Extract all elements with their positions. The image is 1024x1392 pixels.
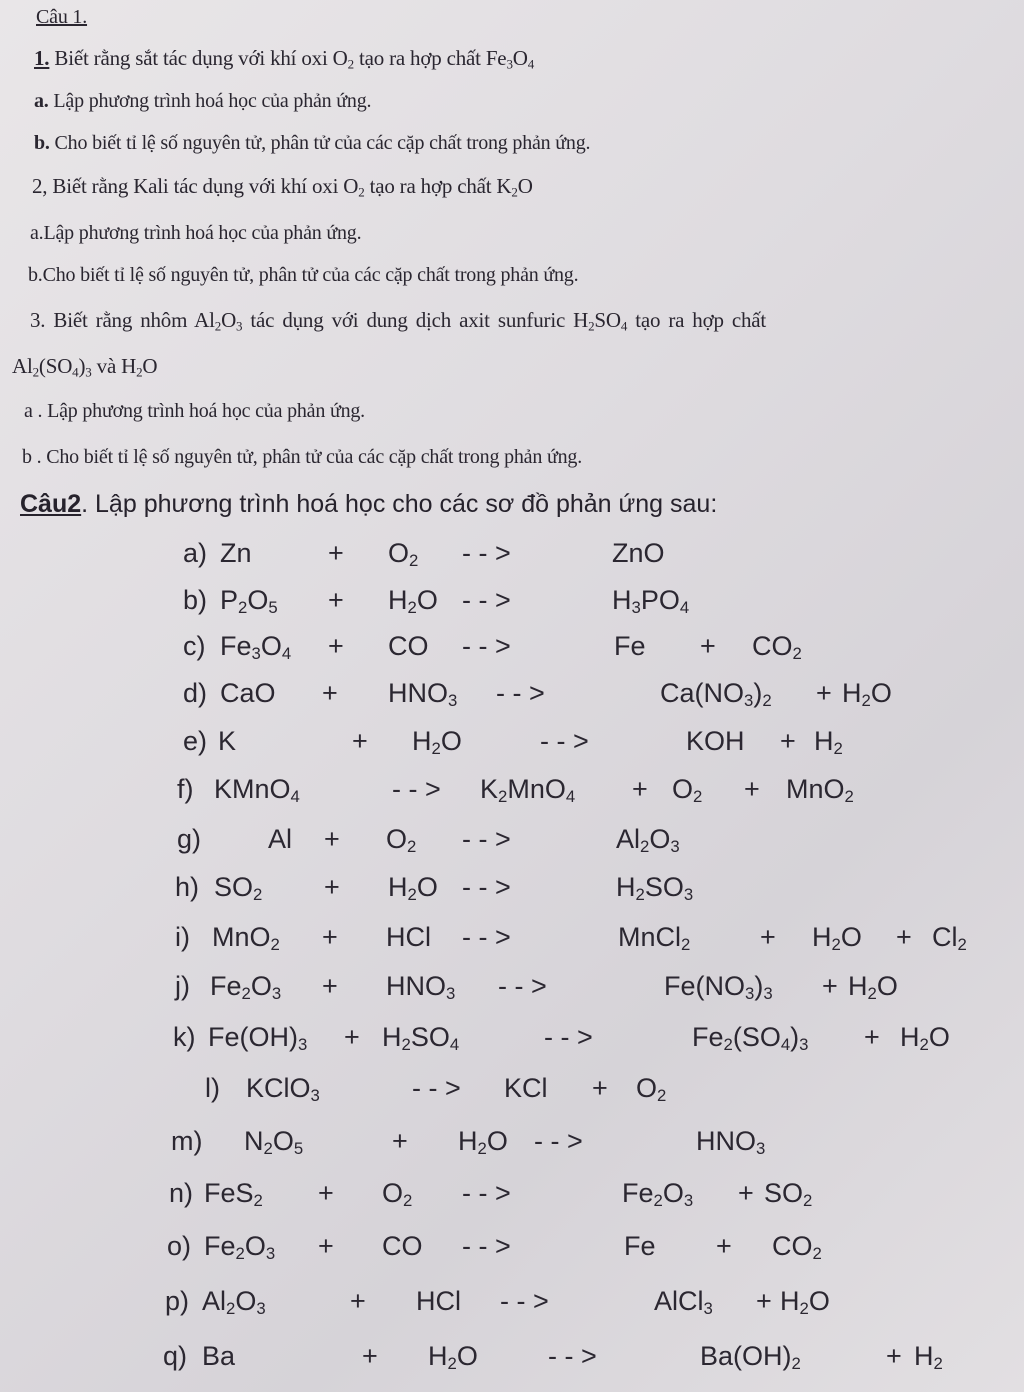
equation-p1: +: [328, 585, 344, 615]
equation-pr1: $Fe_2(SO_4)_3$: [692, 1022, 809, 1055]
equation-r2: CO: [382, 1231, 423, 1261]
equation-pr2: $H_2O$: [780, 1286, 830, 1319]
cau1-line-2-text: Lập phương trình hoá học của phản ứng.: [48, 90, 372, 112]
equation-pr1: $K_2MnO_4$: [480, 774, 576, 807]
equation-r2: CO: [388, 631, 429, 661]
equation-pr1: ZnO: [612, 538, 665, 568]
equation-r1: $Fe_2O_3$: [210, 971, 282, 1004]
equation-r2: $H_2O$: [388, 872, 438, 905]
equation-row: [0, 824, 1024, 864]
equation-r1: Zn: [220, 538, 252, 568]
equation-pr1: $H_2SO_3$: [616, 872, 694, 905]
equation-r1: CaO: [220, 678, 276, 708]
equation-r2: $O_2$: [382, 1178, 413, 1211]
equation-label: f): [177, 774, 194, 804]
equation-p2: +: [816, 678, 832, 708]
equation-label: i): [175, 922, 190, 952]
equation-pr1: $Ba(OH)_2$: [700, 1341, 801, 1374]
equation-row: [0, 774, 1024, 814]
equation-p2: +: [760, 922, 776, 952]
equation-p1: +: [322, 922, 338, 952]
equation-label: c): [183, 631, 206, 661]
equation-pr2: $O_2$: [636, 1073, 667, 1106]
equation-arrow: - - >: [462, 922, 511, 952]
equation-pr2: $CO_2$: [752, 631, 802, 664]
equation-pr1: $HNO_3$: [696, 1126, 766, 1159]
equation-arrow: - - >: [462, 1231, 511, 1261]
equation-row: [0, 1073, 1024, 1113]
equation-r1: MnO$_2$: [212, 922, 280, 955]
equation-pr1: $Fe_2O_3$: [622, 1178, 694, 1211]
equation-row: [0, 726, 1024, 766]
equation-p2: +: [780, 726, 796, 756]
equation-arrow: - - >: [534, 1126, 583, 1156]
equation-pr3: MnO$_2$: [786, 774, 854, 807]
equation-r1: FeS$_2$: [204, 1178, 263, 1211]
equation-pr2: $H_2$: [914, 1341, 943, 1374]
equation-arrow: - - >: [462, 585, 511, 615]
equation-arrow: - - >: [392, 774, 441, 804]
equation-label: q): [163, 1341, 188, 1371]
equation-p1: +: [362, 1341, 378, 1371]
cau1-line-6: b.Cho biết tỉ lệ số nguyên tử, phân tử của các cặp chất trong phản ứng.: [28, 264, 579, 286]
equation-p1: +: [318, 1178, 334, 1208]
cau1-line-5: a.Lập phương trình hoá học của phản ứng.: [30, 222, 362, 244]
equation-p1: +: [350, 1286, 366, 1316]
equation-pr1: Fe: [624, 1231, 656, 1261]
equation-arrow: - - >: [500, 1286, 549, 1316]
equation-row: [0, 1341, 1024, 1381]
equation-pr2: $CO_2$: [772, 1231, 822, 1264]
cau1-line-2-num: a.: [34, 90, 49, 112]
equation-r1: K: [218, 726, 237, 756]
equation-arrow: - - >: [496, 678, 545, 708]
equation-arrow: - - >: [462, 824, 511, 854]
equation-arrow: - - >: [462, 1178, 511, 1208]
equation-label: l): [205, 1073, 220, 1103]
cau2-label: Câu2: [20, 490, 82, 518]
equation-pr3: $Cl_2$: [932, 922, 967, 955]
equation-pr1: $Fe(NO_3)_3$: [664, 971, 773, 1004]
equation-r1: $Fe_2O_3$: [204, 1231, 276, 1264]
equation-r1: $SO_2$: [214, 872, 263, 905]
equation-p2: +: [632, 774, 648, 804]
equation-pr2: $H_2O$: [900, 1022, 950, 1055]
equation-p1: +: [392, 1126, 408, 1156]
equation-label: j): [175, 971, 190, 1001]
cau1-line-4: 2, Biết rằng Kali tác dụng với khí oxi $O_2$ tạo ra hợp chất $K_2O$: [32, 174, 533, 200]
equation-row: [0, 1286, 1024, 1326]
equation-arrow: - - >: [462, 872, 511, 902]
equation-pr1: $Ca(NO_3)_2$: [660, 678, 772, 711]
equation-arrow: - - >: [548, 1341, 597, 1371]
equation-arrow: - - >: [498, 971, 547, 1001]
equation-label: o): [167, 1231, 192, 1261]
equation-row: [0, 971, 1024, 1011]
equation-label: e): [183, 726, 208, 756]
cau1-line-9: a . Lập phương trình hoá học của phản ứng.: [24, 400, 365, 422]
equation-p3: +: [744, 774, 760, 804]
equation-label: k): [173, 1022, 196, 1052]
equation-r2: $H_2O$: [412, 726, 462, 759]
equation-p1: +: [322, 678, 338, 708]
cau1-line-2: [34, 90, 371, 113]
cau1-line-3: [34, 132, 590, 155]
cau1-line-1-num: 1.: [34, 46, 50, 70]
equation-arrow: - - >: [540, 726, 589, 756]
equation-label: b): [183, 585, 208, 615]
equation-r1: $Fe_3O_4$: [220, 631, 292, 664]
equation-pr2: $SO_2$: [764, 1178, 813, 1211]
equation-pr1: MnCl$_2$: [618, 922, 691, 955]
equation-r1: $Al_2O_3$: [202, 1286, 266, 1319]
equation-p1: +: [318, 1231, 334, 1261]
equation-r2: $H_2O$: [388, 585, 438, 618]
cau2-title-text: . Lập phương trình hoá học cho các sơ đồ phản ứng sau:: [81, 490, 718, 518]
equation-r2: $O_2$: [386, 824, 417, 857]
equation-row: [0, 678, 1024, 718]
equation-label: g): [177, 824, 202, 854]
equation-row: [0, 631, 1024, 671]
equation-p2: +: [886, 1341, 902, 1371]
equation-row: [0, 585, 1024, 625]
equation-pr2: $O_2$: [672, 774, 703, 807]
cau1-line-1: [34, 46, 534, 71]
cau1-line-3-num: b.: [34, 132, 50, 154]
equation-pr1: KCl: [504, 1073, 548, 1103]
cau1-line-10: b . Cho biết tỉ lệ số nguyên tử, phân tử của các cặp chất trong phản ứng.: [22, 446, 582, 468]
equation-arrow: - - >: [544, 1022, 593, 1052]
cau1-heading: Câu 1.: [36, 6, 88, 28]
equation-p1: +: [328, 538, 344, 568]
equation-p2: +: [864, 1022, 880, 1052]
equation-p1: +: [324, 824, 340, 854]
equation-label: h): [175, 872, 200, 902]
equation-r1: $P_2O_5$: [220, 585, 278, 618]
equation-p1: +: [344, 1022, 360, 1052]
equation-label: n): [169, 1178, 194, 1208]
equation-p2: +: [822, 971, 838, 1001]
equation-p2: +: [756, 1286, 772, 1316]
equation-r2: $H_2O$: [458, 1126, 508, 1159]
equation-p1: +: [322, 971, 338, 1001]
equation-row: [0, 1178, 1024, 1218]
equation-row: [0, 922, 1024, 962]
equation-p1: +: [352, 726, 368, 756]
cau2-title: [20, 490, 717, 519]
equation-p2: +: [592, 1073, 608, 1103]
equation-arrow: - - >: [462, 538, 511, 568]
equation-r2: $H_2O$: [428, 1341, 478, 1374]
cau1-line-1-text: Biết rằng sắt tác dụng với khí oxi $O_2$ tạo ra hợp chất $Fe_3O_4$: [49, 46, 535, 72]
equation-r2: $O_2$: [388, 538, 419, 571]
equation-pr2: $H_2O$: [812, 922, 862, 955]
equation-p1: +: [324, 872, 340, 902]
equation-pr2: $H_2O$: [842, 678, 892, 711]
equation-pr1: AlCl$_3$: [654, 1286, 713, 1319]
cau1-line-7: 3. Biết rằng nhôm $Al_2O_3$ tác dụng với dung dịch axit sunfuric $H_2SO_4$ tạo ra hợp chất: [30, 308, 767, 334]
equation-p2: +: [716, 1231, 732, 1261]
equation-r1: Ba: [202, 1341, 236, 1371]
equation-r1: KMnO$_4$: [214, 774, 300, 807]
equation-r1: KClO$_3$: [246, 1073, 320, 1106]
equation-arrow: - - >: [412, 1073, 461, 1103]
equation-pr1: $Al_2O_3$: [616, 824, 680, 857]
equation-pr1: Fe: [614, 631, 646, 661]
equation-r1: $N_2O_5$: [244, 1126, 304, 1159]
equation-r1: Al: [268, 824, 293, 854]
equation-arrow: - - >: [462, 631, 511, 661]
equation-row: [0, 872, 1024, 912]
cau1-line-3-text: Cho biết tỉ lệ số nguyên tử, phân tử của các cặp chất trong phản ứng.: [49, 132, 591, 154]
equation-r2: $H_2SO_4$: [382, 1022, 460, 1055]
equation-r2: $HNO_3$: [388, 678, 458, 711]
equation-row: [0, 1231, 1024, 1271]
equation-pr1: $H_3PO_4$: [612, 585, 690, 618]
equation-row: [0, 1126, 1024, 1166]
equation-p1: +: [328, 631, 344, 661]
equation-label: d): [183, 678, 208, 708]
equation-row: [0, 538, 1024, 578]
equation-label: p): [165, 1286, 190, 1316]
equation-r2: $HNO_3$: [386, 971, 456, 1004]
cau1-line-8: $Al_2(SO_4)_3$ và $H_2O$: [12, 354, 158, 380]
equation-pr2: $H_2O$: [848, 971, 898, 1004]
equation-p2: +: [738, 1178, 754, 1208]
equation-row: [0, 1022, 1024, 1062]
equation-p2: +: [700, 631, 716, 661]
equation-pr2: $H_2$: [814, 726, 843, 759]
equation-label: a): [183, 538, 208, 568]
equation-r2: HCl: [416, 1286, 461, 1316]
equation-label: m): [171, 1126, 203, 1156]
equation-p3: +: [896, 922, 912, 952]
equation-r1: $Fe(OH)_3$: [208, 1022, 308, 1055]
equation-r2: HCl: [386, 922, 431, 952]
equation-pr1: KOH: [686, 726, 745, 756]
